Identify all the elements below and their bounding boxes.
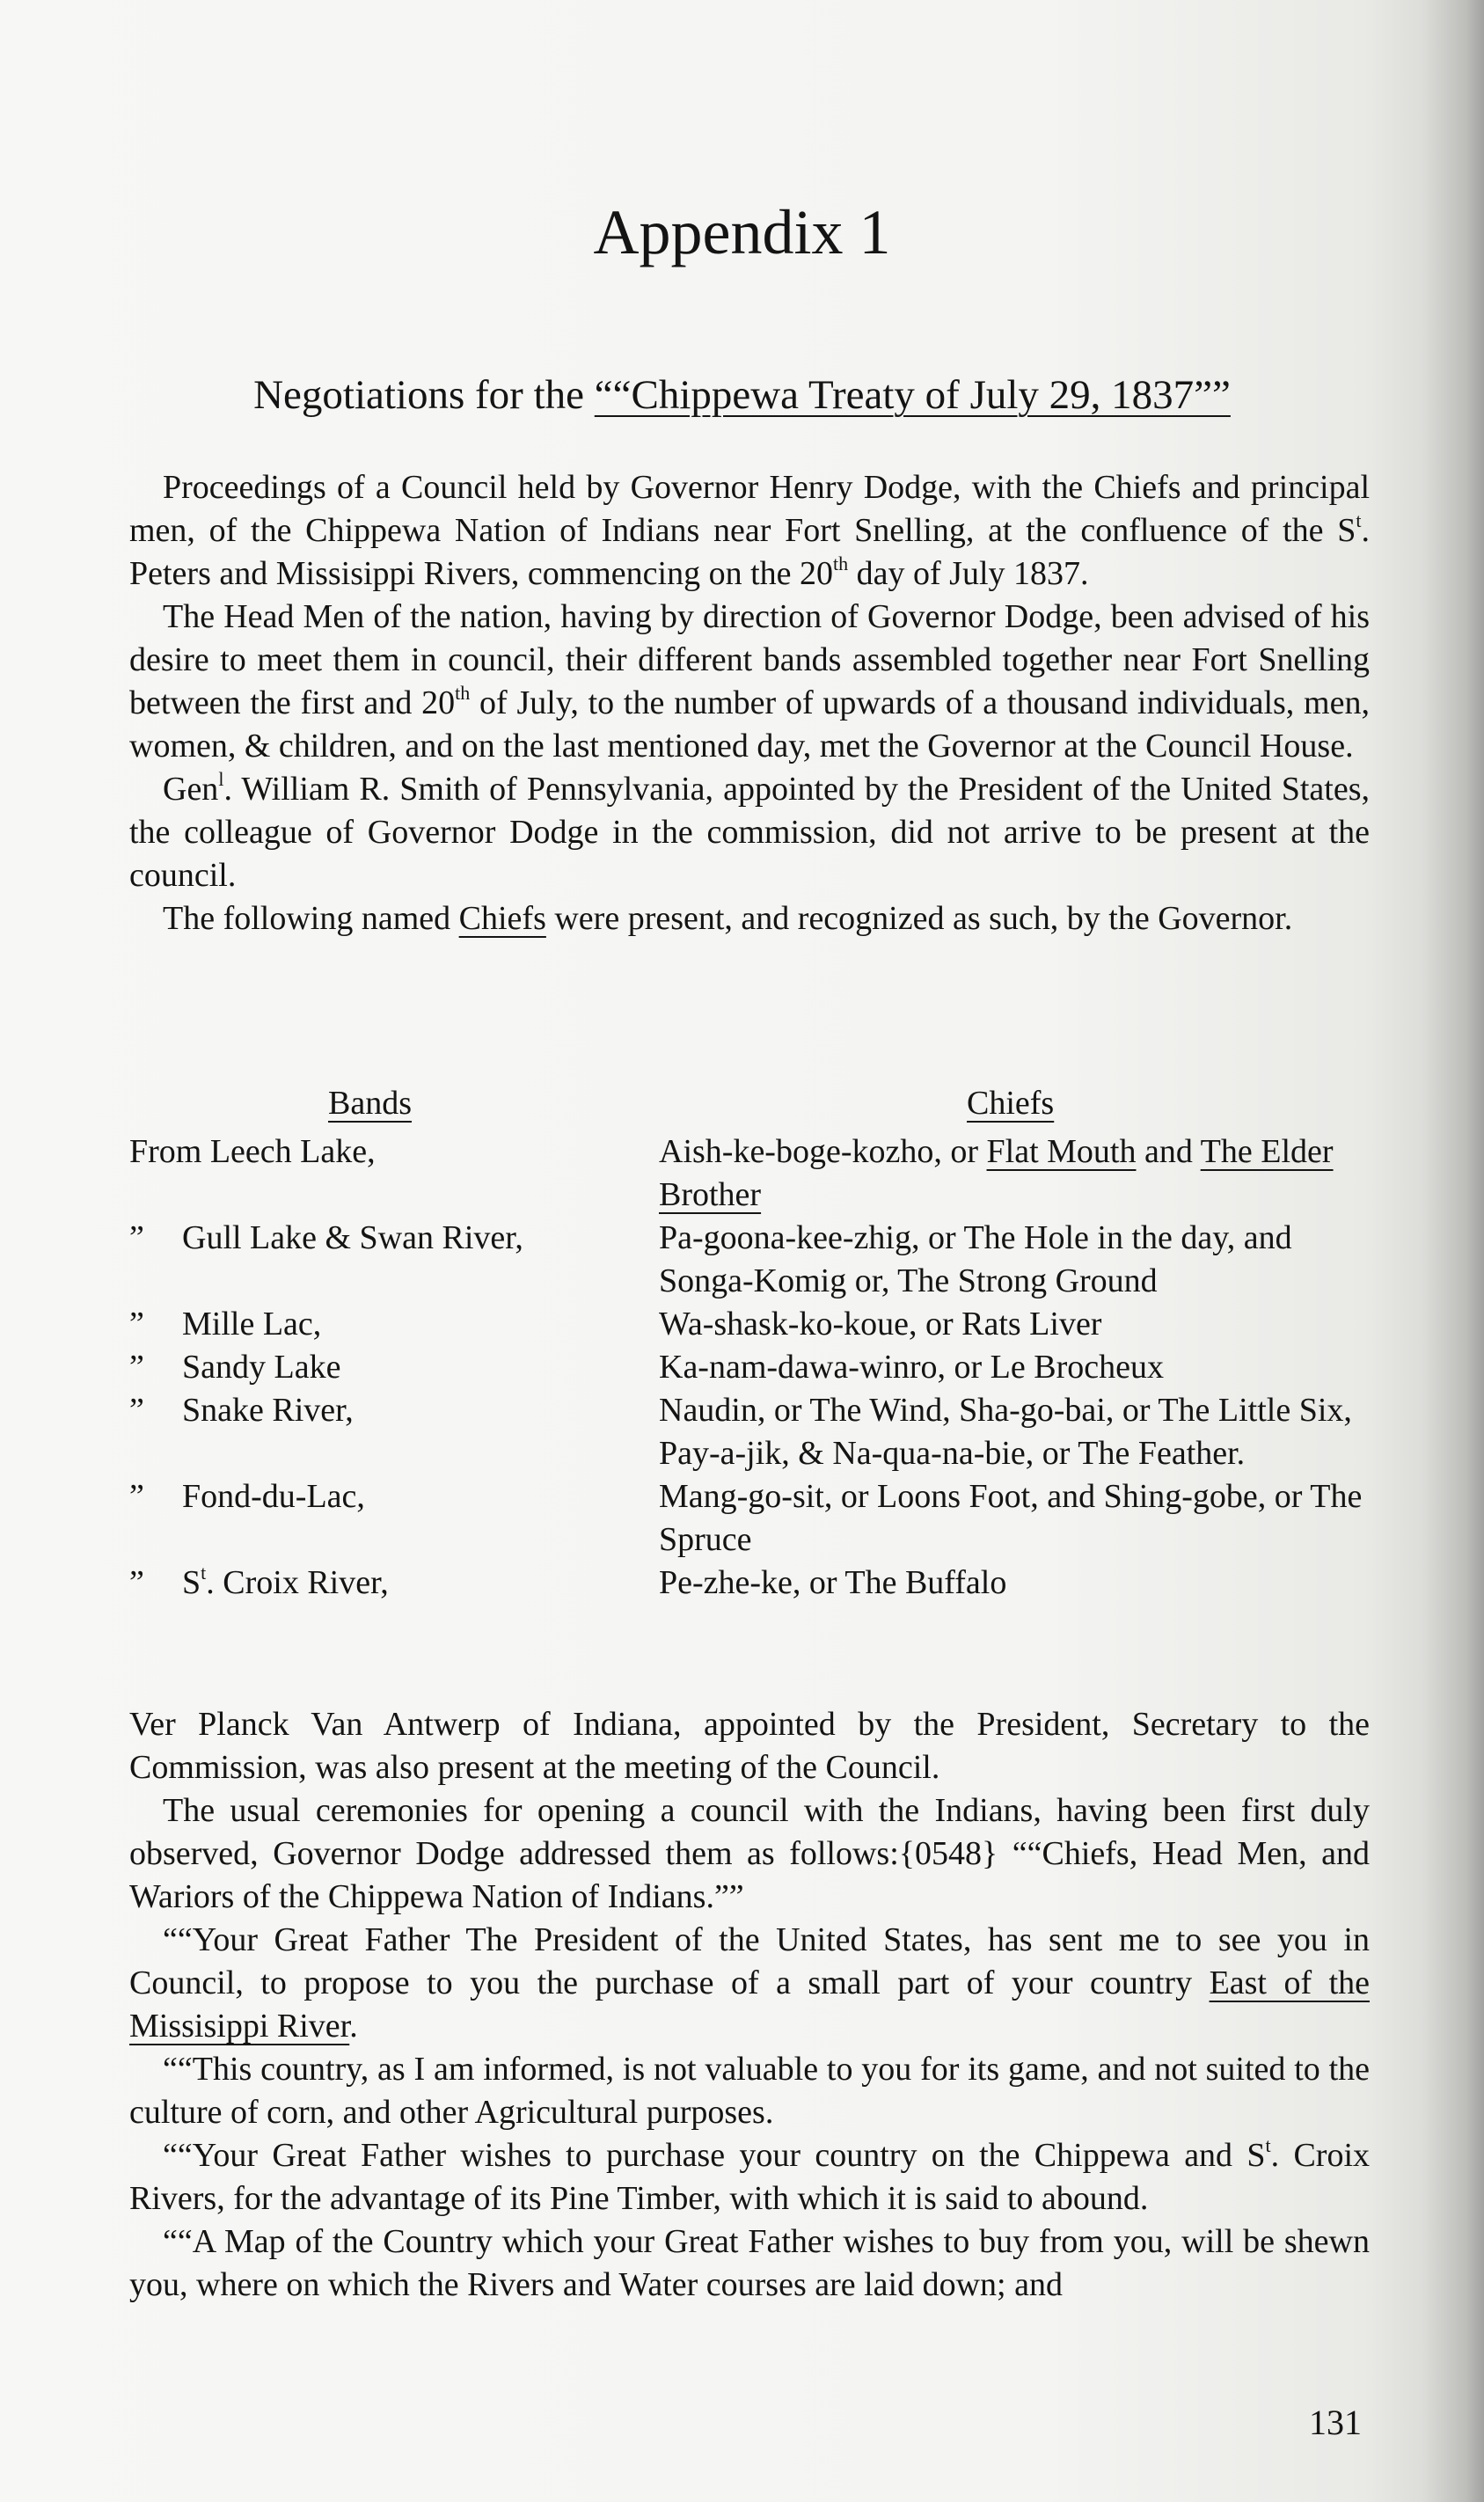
paragraph-secretary: Ver Planck Van Antwerp of Indiana, appointed by the President, Secretary to the Commission, was also present at the meeting of the Council. — [129, 1706, 1370, 1786]
text-run: . Croix Rivers, for the advantage of its Pine Timber, with which it is said to abound. — [129, 2137, 1371, 2217]
ditto-mark: ” — [129, 1392, 144, 1429]
text-run: . Peters and Missisippi Rivers, commencing on the 20 — [129, 512, 1370, 592]
text-run: ““Your Great Father The President of the United States, has sent me to see you in Council, to propose to you the purchase of a small part of your country — [129, 1921, 1370, 2001]
paragraph-purchase — [129, 1919, 1370, 2048]
paragraph-pine-timber — [129, 2134, 1370, 2220]
underlined-name: The Elder Brother — [659, 1133, 1334, 1213]
paragraph-head-men — [129, 596, 1370, 768]
page-number: 131 — [1309, 2403, 1362, 2442]
chief-names: Wa-shask-ko-koue, or Rats Liver — [659, 1306, 1102, 1342]
chief-names: Mang-go-sit, or Loons Foot, and Shing-gobe, or The Spruce — [659, 1478, 1363, 1558]
superscript: t — [1265, 2134, 1271, 2156]
intro-section — [129, 466, 1370, 940]
subtitle-treaty-name: ““Chippewa Treaty of July 29, 1837”” — [594, 372, 1231, 418]
subtitle-prefix: Negotiations for the — [253, 372, 595, 418]
table-header — [129, 1082, 1370, 1130]
text-run: day of July 1837. — [848, 555, 1089, 592]
council-section — [129, 1703, 1370, 2307]
paragraph-general-smith — [129, 768, 1370, 897]
paragraph-proceedings — [129, 466, 1370, 596]
text-run: S — [182, 1564, 201, 1601]
paragraph-country-value: ““This country, as I am informed, is not valuable to you for its game, and not suited to the culture of corn, and other Agricultural purposes. — [129, 2051, 1370, 2131]
table-row — [129, 1130, 1370, 1217]
text-run: Proceedings of a Council held by Governor Henry Dodge, with the Chiefs and principal men, of the Chippewa Nation of Indians near Fort Snelling, at the confluence of the S — [129, 469, 1370, 549]
table-row — [129, 1389, 1370, 1475]
text-run: were present, and recognized as such, by the Governor. — [545, 900, 1293, 937]
superscript: th — [455, 682, 471, 704]
band-name: Snake River, — [182, 1392, 354, 1429]
underlined-phrase: East of the Missisippi River — [129, 1964, 1370, 2045]
underlined-name: Flat Mouth — [986, 1133, 1137, 1170]
table-row — [129, 1562, 1370, 1605]
text-run: The following named — [163, 900, 459, 937]
ditto-mark: ” — [129, 1306, 144, 1342]
header-chiefs: Chiefs — [967, 1085, 1055, 1122]
bands-chiefs-table — [129, 1082, 1370, 1605]
text-run: . — [349, 2008, 358, 2045]
appendix-title: Appendix 1 — [593, 197, 891, 267]
superscript: t — [201, 1562, 207, 1584]
ditto-mark: ” — [129, 1349, 144, 1386]
paragraph-map: ““A Map of the Country which your Great Father wishes to buy from you, will be shewn you, where on which the Rivers and Water courses are laid down; and — [129, 2223, 1370, 2303]
chief-names: Ka-nam-dawa-winro, or Le Brocheux — [659, 1349, 1164, 1386]
ditto-mark: ” — [129, 1219, 144, 1256]
paragraph-chiefs-present — [129, 897, 1370, 940]
underlined-word: Chiefs — [458, 900, 546, 937]
band-name: Fond-du-Lac, — [182, 1478, 365, 1515]
text-run: Gen — [163, 771, 219, 808]
ditto-mark: ” — [129, 1478, 144, 1515]
header-bands: Bands — [328, 1085, 412, 1122]
text-run: Aish-ke-boge-kozho, or — [659, 1133, 987, 1170]
chief-names: Pe-zhe-ke, or The Buffalo — [659, 1564, 1007, 1601]
text-run: . William R. Smith of Pennsylvania, appointed by the President of the United States, the colleague of Governor Dodge in the commission, did not arrive to be present at the council. — [129, 771, 1370, 894]
table-row — [129, 1303, 1370, 1346]
appendix-subtitle — [0, 369, 1484, 421]
table-row — [129, 1217, 1370, 1303]
superscript: t — [1356, 509, 1362, 531]
table-row — [129, 1475, 1370, 1562]
text-run: The Head Men of the nation, having by direction of Governor Dodge, been advised of his desire to meet them in council, their different bands assembled together near Fort Snelling between the first and 20 — [129, 598, 1370, 721]
band-name: Gull Lake & Swan River, — [182, 1219, 523, 1256]
band-name: Sandy Lake — [182, 1349, 341, 1386]
table-row — [129, 1346, 1370, 1389]
superscript: th — [833, 552, 849, 574]
chief-names: Pa-goona-kee-zhig, or The Hole in the day, and Songa-Komig or, The Strong Ground — [659, 1219, 1292, 1299]
band-name — [182, 1562, 659, 1605]
chief-names: Naudin, or The Wind, Sha-go-bai, or The Little Six, Pay-a-jik, & Na-qua-na-bie, or The Feather. — [659, 1392, 1352, 1472]
text-run: . Croix River, — [206, 1564, 389, 1601]
band-name: Mille Lac, — [182, 1306, 322, 1342]
superscript: l — [218, 768, 224, 790]
text-run: and — [1136, 1133, 1201, 1170]
band-name: From Leech Lake, — [129, 1133, 376, 1170]
text-run: of July, to the number of upwards of a thousand individuals, men, women, & children, and on the last mentioned day, met the Governor at the Council House. — [129, 684, 1370, 764]
text-run: ““Your Great Father wishes to purchase your country on the Chippewa and S — [163, 2137, 1266, 2174]
chief-names — [659, 1130, 1370, 1217]
ditto-mark: ” — [129, 1564, 144, 1601]
paragraph-ceremonies: The usual ceremonies for opening a council with the Indians, having been first duly observed, Governor Dodge addressed them as follows:{0548} ““Chiefs, Head Men, and Wariors of the Chippewa Nation of Indians.”” — [129, 1792, 1370, 1915]
